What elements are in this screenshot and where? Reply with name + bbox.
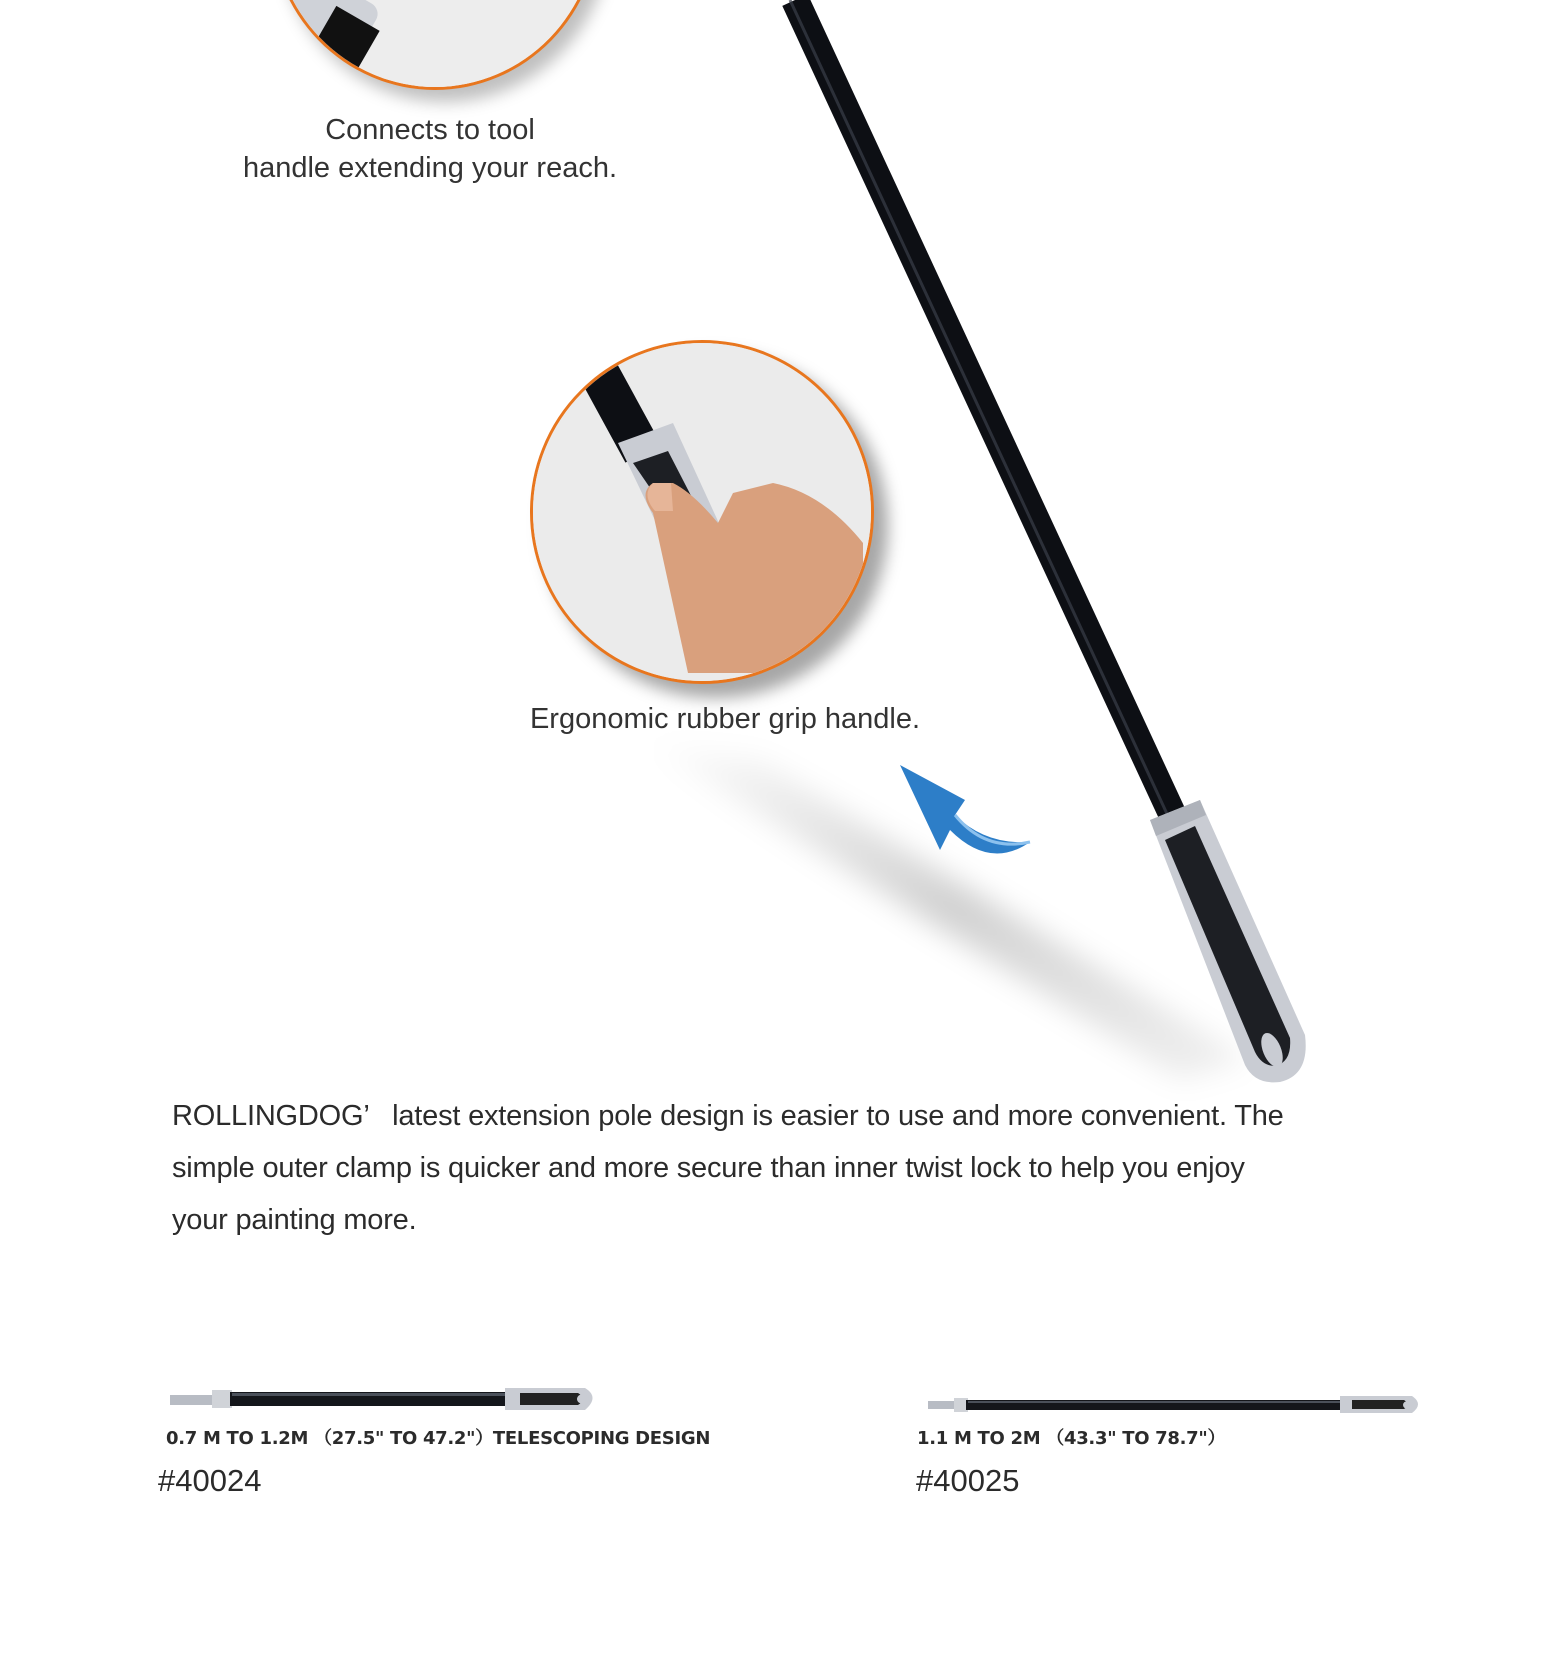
callout-circle-grip	[530, 340, 874, 684]
connector-caption-line1: Connects to tool	[325, 114, 535, 146]
description-line3: your painting more.	[172, 1204, 417, 1236]
description-line2: simple outer clamp is quicker and more secure than inner twist lock to help you enjoy	[172, 1152, 1245, 1184]
product-model-40024: #40024	[158, 1463, 262, 1498]
product-pole-40025	[928, 1396, 1418, 1413]
product-model-40025: #40025	[916, 1463, 1020, 1498]
curved-arrow-icon	[900, 765, 1030, 854]
description-line1: ROLLINGDOG’ latest extension pole design is easier to use and more convenient. The	[172, 1100, 1284, 1132]
grip-caption: Ergonomic rubber grip handle.	[529, 703, 921, 735]
product-pole-40024	[170, 1388, 593, 1410]
product-spec-40025: 1.1 M TO 2M （43.3" TO 78.7"）	[917, 1428, 1226, 1449]
connector-caption	[205, 111, 655, 187]
connector-caption-line2: handle extending your reach.	[242, 152, 618, 184]
product-spec-40024: 0.7 M TO 1.2M （27.5" TO 47.2"）TELESCOPING DESIGN	[166, 1428, 711, 1449]
product-description	[172, 1090, 1442, 1246]
callout-circle-connector	[270, 0, 600, 90]
